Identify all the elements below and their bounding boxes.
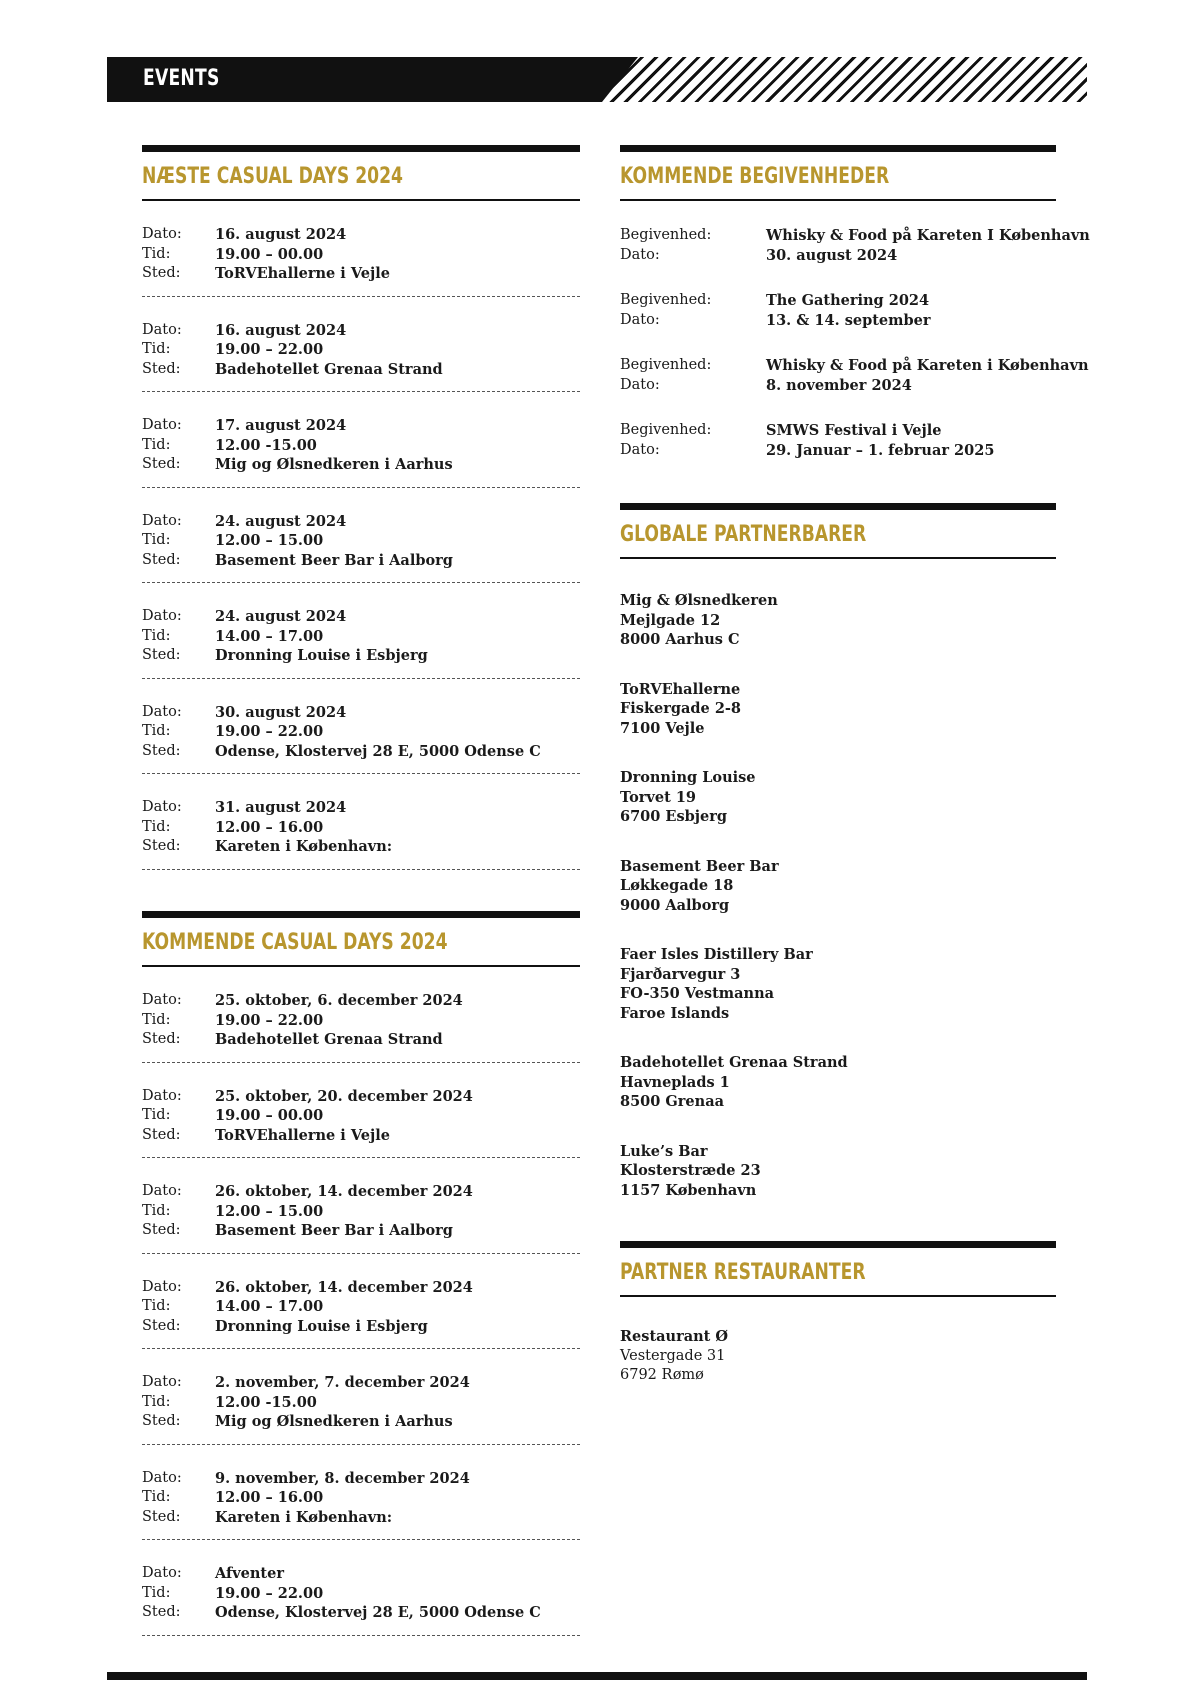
event-date-value: 9. november, 8. december 2024	[215, 1469, 470, 1487]
event-block	[142, 967, 580, 1063]
event-date-row	[142, 1087, 580, 1107]
event-date-row	[142, 703, 580, 723]
event-time-value: 19.00 – 22.00	[215, 723, 324, 740]
event-date-value: 26. oktober, 14. december 2024	[215, 1183, 473, 1200]
event-time-label: Tid:	[142, 1298, 171, 1314]
event-date-value: 31. august 2024	[215, 799, 347, 816]
event-time-row	[142, 1297, 580, 1317]
restaurant-name: Restaurant Ø	[620, 1328, 729, 1345]
event-date-value: 25. oktober, 20. december 2024	[215, 1087, 473, 1105]
upcoming-event-row	[620, 291, 1056, 311]
event-date-label: Dato:	[142, 226, 182, 242]
event-time-value: 12.00 – 16.00	[215, 818, 324, 836]
event-time-row	[142, 722, 580, 742]
event-place-row	[142, 1603, 580, 1623]
upcoming-events-list	[620, 201, 1090, 460]
event-date-label: Dato:	[142, 703, 182, 720]
upcoming-casual-list	[142, 967, 580, 1636]
event-place-value: Badehotellet Grenaa Strand	[215, 1031, 443, 1048]
event-block	[142, 679, 580, 775]
event-time-label: Tid:	[142, 1011, 171, 1028]
event-date-value: Afventer	[215, 1565, 284, 1582]
event-place-row	[142, 264, 580, 284]
section-top-bar	[620, 145, 1056, 152]
event-name: Whisky & Food på Kareten I København	[766, 227, 1090, 244]
event-date-label: Dato:	[142, 799, 182, 815]
event-date-row	[142, 416, 580, 436]
event-time-row	[142, 1106, 580, 1126]
event-place-label: Sted:	[142, 1413, 181, 1429]
event-time-label: Tid:	[142, 1584, 171, 1601]
event-time-value: 19.00 – 22.00	[215, 1584, 324, 1602]
event-date: 29. Januar – 1. februar 2025	[766, 441, 995, 459]
event-time-label: Tid:	[142, 818, 171, 835]
partner-bar-address	[620, 680, 1056, 739]
event-date-row	[142, 1469, 580, 1489]
event-place-label: Sted:	[142, 265, 181, 281]
event-time-row	[142, 245, 580, 265]
event-block	[142, 774, 580, 870]
address-line: Klosterstræde 23	[620, 1162, 761, 1179]
event-time-row	[142, 436, 580, 456]
event-date: 8. november 2024	[766, 376, 912, 394]
section-title: KOMMENDE CASUAL DAYS 2024	[142, 930, 448, 955]
partner-restaurants-section	[620, 1241, 1056, 1386]
event-time-value: 14.00 – 17.00	[215, 627, 324, 645]
event-time-value: 19.00 – 00.00	[215, 1107, 324, 1124]
event-block	[142, 1158, 580, 1254]
event-place-value: Basement Beer Bar i Aalborg	[215, 551, 453, 569]
event-time-value: 19.00 – 00.00	[215, 245, 324, 263]
event-place-row	[142, 360, 580, 380]
address-line: Badehotellet Grenaa Strand	[620, 1054, 848, 1071]
section-top-bar	[620, 503, 1056, 510]
event-time-value: 14.00 – 17.00	[215, 1298, 324, 1315]
event-place-label: Sted:	[142, 456, 181, 472]
event-place-value: Dronning Louise i Esbjerg	[215, 647, 428, 664]
address-line: 8500 Grenaa	[620, 1093, 724, 1110]
event-date-value: 17. august 2024	[215, 417, 347, 434]
event-place-label: Sted:	[142, 1604, 181, 1620]
event-date-label: Dato:	[142, 992, 182, 1008]
event-date-row	[142, 798, 580, 818]
upcoming-date-row	[620, 441, 1056, 461]
event-place-label: Sted:	[142, 1508, 181, 1525]
event-place-label: Sted:	[142, 647, 181, 663]
address-line: Fiskergade 2-8	[620, 700, 742, 717]
event-block	[142, 297, 580, 393]
event-block	[142, 488, 580, 584]
event-place-value: Odense, Klostervej 28 E, 5000 Odense C	[215, 1604, 541, 1621]
event-date-label: Dato:	[142, 1469, 182, 1486]
partner-restaurants-list	[620, 1297, 1056, 1386]
event-label: Begivenhed:	[620, 292, 712, 308]
event-place-row	[142, 1317, 580, 1337]
event-time-label: Tid:	[142, 436, 171, 453]
event-time-value: 19.00 – 22.00	[215, 341, 324, 358]
upcoming-date-row	[620, 246, 1056, 266]
upcoming-casual-days-section	[142, 911, 580, 1636]
event-time-row	[142, 1393, 580, 1413]
event-place-value: Odense, Klostervej 28 E, 5000 Odense C	[215, 742, 541, 760]
footer-bar	[107, 1672, 1087, 1680]
date-label: Dato:	[620, 246, 660, 263]
event-date-label: Dato:	[142, 608, 182, 624]
event-time-label: Tid:	[142, 1393, 171, 1410]
event-place-value: Badehotellet Grenaa Strand	[215, 360, 443, 378]
partner-bars-list	[620, 559, 1056, 1200]
event-block	[142, 1254, 580, 1350]
event-time-value: 12.00 -15.00	[215, 436, 317, 454]
event-place-row	[142, 646, 580, 666]
upcoming-event-row	[620, 421, 1056, 441]
event-time-label: Tid:	[142, 627, 171, 644]
event-block	[142, 392, 580, 488]
section-title: KOMMENDE BEGIVENHEDER	[620, 164, 890, 189]
event-date-value: 25. oktober, 6. december 2024	[215, 992, 463, 1009]
address-line: Løkkegade 18	[620, 877, 734, 894]
event-time-row	[142, 1202, 580, 1222]
event-date-value: 30. august 2024	[215, 703, 347, 721]
event-time-label: Tid:	[142, 723, 171, 739]
event-place-row	[142, 551, 580, 571]
event-place-value: Mig og Ølsnedkeren i Aarhus	[215, 456, 453, 473]
event-date-label: Dato:	[142, 1565, 182, 1581]
event-block	[142, 583, 580, 679]
event-place-value: ToRVEhallerne i Vejle	[215, 265, 390, 282]
event-date-value: 16. august 2024	[215, 321, 347, 339]
event-time-row	[142, 627, 580, 647]
event-time-value: 12.00 – 15.00	[215, 532, 324, 549]
event-place-row	[142, 1221, 580, 1241]
event-place-label: Sted:	[142, 1126, 181, 1143]
event-place-value: Basement Beer Bar i Aalborg	[215, 1222, 453, 1239]
event-time-row	[142, 818, 580, 838]
event-place-row	[142, 742, 580, 762]
address-line: 8000 Aarhus C	[620, 631, 740, 648]
section-top-bar	[620, 1241, 1056, 1248]
event-label: Begivenhed:	[620, 227, 712, 243]
event-time-label: Tid:	[142, 341, 171, 357]
address-line: Fjarðarvegur 3	[620, 965, 741, 983]
event-time-label: Tid:	[142, 245, 171, 262]
section-top-bar	[142, 145, 580, 152]
event-place-row	[142, 1412, 580, 1432]
address-line: Mig & Ølsnedkeren	[620, 592, 778, 609]
event-date-row	[142, 607, 580, 627]
address-line: Havneplads 1	[620, 1073, 730, 1091]
upcoming-event-row	[620, 356, 1089, 376]
restaurant-city: 6792 Rømø	[620, 1367, 704, 1383]
restaurant-address	[620, 1327, 1056, 1386]
upcoming-date-row	[620, 311, 1056, 331]
address-line: 1157 København	[620, 1181, 757, 1199]
event-place-label: Sted:	[142, 742, 181, 759]
event-time-value: 12.00 -15.00	[215, 1393, 317, 1411]
event-date-value: 16. august 2024	[215, 226, 347, 243]
section-title: GLOBALE PARTNERBARER	[620, 522, 867, 547]
event-date: 13. & 14. september	[766, 311, 931, 329]
event-time-row	[142, 340, 580, 360]
event-label: Begivenhed:	[620, 422, 712, 438]
address-line: Torvet 19	[620, 788, 697, 806]
event-time-label: Tid:	[142, 532, 171, 548]
date-label: Dato:	[620, 376, 660, 393]
partner-bar-address	[620, 1142, 1056, 1201]
event-time-label: Tid:	[142, 1489, 171, 1505]
event-date-label: Dato:	[142, 1278, 182, 1295]
event-time-value: 12.00 – 16.00	[215, 1489, 324, 1506]
address-line: 7100 Vejle	[620, 719, 705, 737]
event-label: Begivenhed:	[620, 357, 712, 373]
event-place-value: Mig og Ølsnedkeren i Aarhus	[215, 1413, 453, 1430]
event-place-value: Kareten i København:	[215, 1508, 393, 1526]
event-name: The Gathering 2024	[766, 292, 930, 309]
next-events-list	[142, 201, 580, 870]
event-date-value: 24. august 2024	[215, 608, 347, 625]
event-time-value: 12.00 – 15.00	[215, 1202, 324, 1220]
event-date-label: Dato:	[142, 417, 182, 433]
address-line: Basement Beer Bar	[620, 857, 779, 875]
upcoming-date-row	[620, 376, 1056, 396]
event-time-row	[142, 1488, 580, 1508]
event-place-row	[142, 1030, 580, 1050]
section-title: NÆSTE CASUAL DAYS 2024	[142, 164, 403, 189]
event-place-label: Sted:	[142, 551, 181, 568]
event-place-label: Sted:	[142, 1222, 181, 1238]
event-block	[142, 201, 580, 297]
address-line: 6700 Esbjerg	[620, 808, 728, 825]
event-date-value: 24. august 2024	[215, 512, 347, 530]
event-date-row	[142, 225, 580, 245]
global-partner-bars-section	[620, 503, 1056, 1230]
event-place-label: Sted:	[142, 1317, 181, 1334]
event-date-row	[142, 1564, 580, 1584]
event-time-label: Tid:	[142, 1107, 171, 1123]
next-casual-days-section	[142, 145, 580, 870]
header-band	[107, 57, 1087, 102]
event-time-row	[142, 1011, 580, 1031]
address-line: Luke’s Bar	[620, 1142, 708, 1160]
event-time-value: 19.00 – 22.00	[215, 1011, 324, 1029]
upcoming-event-item	[620, 226, 1090, 265]
event-block	[142, 1063, 580, 1159]
event-date-value: 2. november, 7. december 2024	[215, 1374, 470, 1391]
partner-bar-address	[620, 1053, 1056, 1112]
event-date-label: Dato:	[142, 1087, 182, 1104]
event-date-row	[142, 1182, 580, 1202]
event-date-value: 26. oktober, 14. december 2024	[215, 1278, 473, 1296]
partner-bar-address	[620, 591, 1056, 650]
event-date-row	[142, 1373, 580, 1393]
event-time-label: Tid:	[142, 1202, 171, 1219]
event-date-label: Dato:	[142, 512, 182, 529]
upcoming-events-section	[620, 145, 1090, 486]
header-stripes	[602, 57, 1087, 102]
event-place-value: ToRVEhallerne i Vejle	[215, 1126, 390, 1144]
event-name: Whisky & Food på Kareten i København	[766, 357, 1089, 374]
event-place-label: Sted:	[142, 1031, 181, 1047]
address-line: Mejlgade 12	[620, 611, 721, 629]
date-label: Dato:	[620, 441, 660, 458]
partner-bar-address	[620, 857, 1056, 916]
event-block	[142, 1445, 580, 1541]
event-place-label: Sted:	[142, 838, 181, 854]
event-place-label: Sted:	[142, 360, 181, 377]
page-title: EVENTS	[143, 66, 220, 91]
event-date-row	[142, 512, 580, 532]
section-title: PARTNER RESTAURANTER	[620, 1260, 866, 1285]
partner-bar-address	[620, 945, 1056, 1023]
event-date-row	[142, 321, 580, 341]
partner-bar-address	[620, 768, 1056, 827]
address-line: 9000 Aalborg	[620, 896, 730, 914]
event-date-label: Dato:	[142, 321, 182, 338]
event-block	[142, 1540, 580, 1636]
event-place-value: Dronning Louise i Esbjerg	[215, 1317, 428, 1335]
restaurant-street: Vestergade 31	[620, 1347, 726, 1364]
date-label: Dato:	[620, 311, 660, 328]
upcoming-event-item	[620, 291, 1056, 330]
event-name: SMWS Festival i Vejle	[766, 422, 942, 439]
address-line: Faroe Islands	[620, 1004, 730, 1022]
event-date-label: Dato:	[142, 1183, 182, 1199]
upcoming-event-row	[620, 226, 1090, 246]
section-top-bar	[142, 911, 580, 918]
event-date-label: Dato:	[142, 1374, 182, 1390]
address-line: Dronning Louise	[620, 769, 756, 786]
address-line: ToRVEhallerne	[620, 680, 741, 698]
event-place-row	[142, 455, 580, 475]
event-block	[142, 1349, 580, 1445]
event-place-row	[142, 1508, 580, 1528]
event-date-row	[142, 991, 580, 1011]
event-place-row	[142, 1126, 580, 1146]
event-date: 30. august 2024	[766, 246, 898, 264]
address-line: Faer Isles Distillery Bar	[620, 946, 813, 963]
upcoming-event-item	[620, 356, 1089, 395]
event-date-row	[142, 1278, 580, 1298]
upcoming-event-item	[620, 421, 1056, 460]
event-place-row	[142, 837, 580, 857]
event-place-value: Kareten i København:	[215, 838, 393, 855]
event-time-row	[142, 531, 580, 551]
event-time-row	[142, 1584, 580, 1604]
address-line: FO-350 Vestmanna	[620, 985, 775, 1002]
